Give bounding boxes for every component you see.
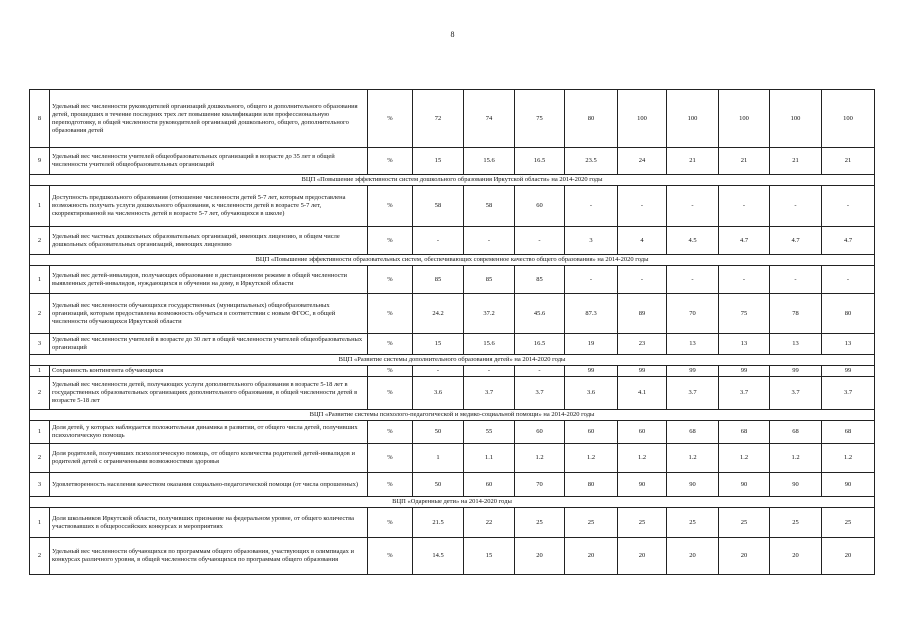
value-cell: 60 xyxy=(464,473,515,497)
value-cell: - xyxy=(464,366,515,377)
value-cell: 21 xyxy=(719,148,770,175)
indicator-description: Удовлетворенность населения качеством оказания социально-педагогической помощи (от числа опрошенных) xyxy=(50,473,368,497)
section-header-row xyxy=(30,355,875,366)
unit-cell: % xyxy=(368,473,413,497)
value-cell: 100 xyxy=(822,90,875,148)
value-cell: - xyxy=(770,266,822,294)
value-cell: 16.5 xyxy=(515,334,565,355)
row-number: 1 xyxy=(30,421,50,444)
unit-cell: % xyxy=(368,227,413,255)
unit-cell: % xyxy=(368,334,413,355)
row-number: 2 xyxy=(30,294,50,334)
value-cell: - xyxy=(719,186,770,227)
value-cell: - xyxy=(515,227,565,255)
value-cell: 50 xyxy=(413,473,464,497)
indicators-table xyxy=(29,89,875,575)
value-cell: 20 xyxy=(667,538,719,575)
value-cell: 85 xyxy=(413,266,464,294)
value-cell: 37.2 xyxy=(464,294,515,334)
value-cell: 68 xyxy=(667,421,719,444)
value-cell: 1.2 xyxy=(719,444,770,473)
value-cell: 45.6 xyxy=(515,294,565,334)
value-cell: 3.7 xyxy=(667,377,719,410)
value-cell: 4.7 xyxy=(822,227,875,255)
section-title: ВЦП «Повышение эффективности систем дошкольного образования Иркутской области» на 2014-2020 годы xyxy=(30,175,875,186)
row-number: 3 xyxy=(30,473,50,497)
indicator-description: Удельный вес численности детей, получающих услуги дополнительного образования в возрасте 5-18 лет в государственных образовательных организациях дополнительного образования, в общей численности детей в возрасте 5-18 лет xyxy=(50,377,368,410)
value-cell: 60 xyxy=(618,421,667,444)
row-number: 9 xyxy=(30,148,50,175)
value-cell: 4.1 xyxy=(618,377,667,410)
value-cell: - xyxy=(719,266,770,294)
value-cell: 20 xyxy=(618,538,667,575)
table-row xyxy=(30,90,875,148)
value-cell: 80 xyxy=(565,473,618,497)
unit-cell: % xyxy=(368,421,413,444)
value-cell: 1.2 xyxy=(822,444,875,473)
row-number: 2 xyxy=(30,227,50,255)
value-cell: 75 xyxy=(515,90,565,148)
value-cell: 58 xyxy=(464,186,515,227)
row-number: 8 xyxy=(30,90,50,148)
unit-cell: % xyxy=(368,377,413,410)
value-cell: 60 xyxy=(515,421,565,444)
value-cell: - xyxy=(667,266,719,294)
section-title: ВЦП «Повышение эффективности образовательных систем, обеспечивающих современное качество общего образования» на 2014-2020 годы xyxy=(30,255,875,266)
value-cell: 99 xyxy=(667,366,719,377)
value-cell: 70 xyxy=(515,473,565,497)
value-cell: - xyxy=(464,227,515,255)
value-cell: 21 xyxy=(770,148,822,175)
unit-cell: % xyxy=(368,186,413,227)
value-cell: 90 xyxy=(667,473,719,497)
value-cell: 25 xyxy=(565,508,618,538)
row-number: 2 xyxy=(30,377,50,410)
table-row xyxy=(30,421,875,444)
value-cell: 1.2 xyxy=(618,444,667,473)
row-number: 1 xyxy=(30,266,50,294)
value-cell: - xyxy=(618,266,667,294)
value-cell: - xyxy=(515,366,565,377)
row-number: 2 xyxy=(30,538,50,575)
value-cell: - xyxy=(667,186,719,227)
indicator-description: Удельный вес частных дошкольных образовательных организаций, имеющих лицензию, в общем числе дошкольных образовательных организаций, имеющих лицензию xyxy=(50,227,368,255)
value-cell: 90 xyxy=(770,473,822,497)
table-row xyxy=(30,266,875,294)
value-cell: - xyxy=(413,366,464,377)
value-cell: 68 xyxy=(770,421,822,444)
section-title: ВЦП «Развитие системы дополнительного образования детей» на 2014-2020 годы xyxy=(30,355,875,366)
value-cell: - xyxy=(822,186,875,227)
table-row xyxy=(30,444,875,473)
row-number: 1 xyxy=(30,366,50,377)
section-header-row xyxy=(30,410,875,421)
table-body xyxy=(30,90,875,575)
value-cell: 85 xyxy=(464,266,515,294)
value-cell: 68 xyxy=(822,421,875,444)
indicator-description: Удельный вес численности обучающихся по программам общего образования, участвующих в олимпиадах и конкурсах различного уровня, в общей численности обучающихся по программам общего образования xyxy=(50,538,368,575)
row-number: 1 xyxy=(30,186,50,227)
indicator-description: Доля детей, у которых наблюдается положительная динамика в развитии, от общего числа детей, получивших психологическую помощь xyxy=(50,421,368,444)
indicator-description: Сохранность контингента обучающихся xyxy=(50,366,368,377)
unit-cell: % xyxy=(368,508,413,538)
value-cell: 23.5 xyxy=(565,148,618,175)
value-cell: 70 xyxy=(667,294,719,334)
value-cell: 14.5 xyxy=(413,538,464,575)
value-cell: 4.7 xyxy=(770,227,822,255)
section-title: ВЦП «Развитие системы психолого-педагогической и медико-социальной помощи» на 2014-2020 годы xyxy=(30,410,875,421)
value-cell: 68 xyxy=(719,421,770,444)
value-cell: 22 xyxy=(464,508,515,538)
value-cell: 13 xyxy=(719,334,770,355)
row-number: 2 xyxy=(30,444,50,473)
unit-cell: % xyxy=(368,90,413,148)
section-header-row xyxy=(30,255,875,266)
value-cell: 25 xyxy=(822,508,875,538)
value-cell: 20 xyxy=(770,538,822,575)
value-cell: 3.7 xyxy=(515,377,565,410)
unit-cell: % xyxy=(368,148,413,175)
value-cell: 4.5 xyxy=(667,227,719,255)
value-cell: 20 xyxy=(719,538,770,575)
value-cell: 13 xyxy=(770,334,822,355)
value-cell: 90 xyxy=(618,473,667,497)
value-cell: 24 xyxy=(618,148,667,175)
value-cell: 1.2 xyxy=(565,444,618,473)
value-cell: 3.7 xyxy=(770,377,822,410)
table-row xyxy=(30,377,875,410)
table-row xyxy=(30,508,875,538)
value-cell: 99 xyxy=(618,366,667,377)
value-cell: 1.1 xyxy=(464,444,515,473)
value-cell: 85 xyxy=(515,266,565,294)
value-cell: - xyxy=(413,227,464,255)
section-title: ВЦП «Одаренные дети» на 2014-2020 годы xyxy=(30,497,875,508)
table-row xyxy=(30,186,875,227)
value-cell: 25 xyxy=(618,508,667,538)
value-cell: 4.7 xyxy=(719,227,770,255)
value-cell: 90 xyxy=(822,473,875,497)
value-cell: 75 xyxy=(719,294,770,334)
table-row xyxy=(30,227,875,255)
value-cell: 20 xyxy=(565,538,618,575)
value-cell: 25 xyxy=(719,508,770,538)
unit-cell: % xyxy=(368,444,413,473)
value-cell: 99 xyxy=(719,366,770,377)
indicator-description: Удельный вес численности руководителей организаций дошкольного, общего и дополнительного образования детей, прошедших в течение последних трех лет повышение квалификации или профессиональную переподготовку, в общей численности руководителей организаций дошкольного, общего, дополнительного образования детей xyxy=(50,90,368,148)
value-cell: - xyxy=(565,266,618,294)
indicator-description: Удельный вес численности обучающихся государственных (муниципальных) общеобразовательных организаций, которым предоставлена возможность обучаться в соответствии с новым ФГОС, в общей численности обучающихся Иркутской области xyxy=(50,294,368,334)
value-cell: 100 xyxy=(770,90,822,148)
section-header-row xyxy=(30,497,875,508)
value-cell: 100 xyxy=(618,90,667,148)
value-cell: 74 xyxy=(464,90,515,148)
value-cell: 25 xyxy=(515,508,565,538)
indicator-description: Удельный вес детей-инвалидов, получающих образование в дистанционном режиме в общей численности выявленных детей-инвалидов, нуждающихся в обучении на дому, в Иркутской области xyxy=(50,266,368,294)
value-cell: 16.5 xyxy=(515,148,565,175)
value-cell: 23 xyxy=(618,334,667,355)
value-cell: 15 xyxy=(464,538,515,575)
value-cell: 21.5 xyxy=(413,508,464,538)
indicator-description: Удельный вес численности учителей общеобразовательных организаций в возрасте до 35 лет в общей численности учителей общеобразовательных организаций xyxy=(50,148,368,175)
value-cell: 15 xyxy=(413,148,464,175)
indicator-description: Доля школьников Иркутской области, получивших признание на федеральном уровне, от общего количества участвовавших в общероссийских конкурсах и мероприятиях xyxy=(50,508,368,538)
table-row xyxy=(30,334,875,355)
value-cell: 80 xyxy=(565,90,618,148)
value-cell: 1.2 xyxy=(515,444,565,473)
value-cell: 1.2 xyxy=(667,444,719,473)
value-cell: - xyxy=(565,186,618,227)
value-cell: - xyxy=(770,186,822,227)
table-row xyxy=(30,294,875,334)
value-cell: 3.7 xyxy=(719,377,770,410)
value-cell: 3.7 xyxy=(822,377,875,410)
value-cell: 87.3 xyxy=(565,294,618,334)
unit-cell: % xyxy=(368,266,413,294)
value-cell: 21 xyxy=(822,148,875,175)
value-cell: - xyxy=(618,186,667,227)
value-cell: 21 xyxy=(667,148,719,175)
value-cell: 1.2 xyxy=(770,444,822,473)
value-cell: 13 xyxy=(822,334,875,355)
table-row xyxy=(30,538,875,575)
section-header-row xyxy=(30,175,875,186)
table-row xyxy=(30,473,875,497)
value-cell: 24.2 xyxy=(413,294,464,334)
value-cell: 3.6 xyxy=(565,377,618,410)
value-cell: 15.6 xyxy=(464,148,515,175)
value-cell: 19 xyxy=(565,334,618,355)
value-cell: 1 xyxy=(413,444,464,473)
value-cell: 50 xyxy=(413,421,464,444)
value-cell: 3.6 xyxy=(413,377,464,410)
value-cell: 13 xyxy=(667,334,719,355)
value-cell: 78 xyxy=(770,294,822,334)
value-cell: 100 xyxy=(667,90,719,148)
value-cell: 90 xyxy=(719,473,770,497)
unit-cell: % xyxy=(368,366,413,377)
table-row xyxy=(30,366,875,377)
value-cell: 55 xyxy=(464,421,515,444)
value-cell: - xyxy=(822,266,875,294)
value-cell: 80 xyxy=(822,294,875,334)
value-cell: 3.7 xyxy=(464,377,515,410)
value-cell: 100 xyxy=(719,90,770,148)
value-cell: 25 xyxy=(770,508,822,538)
value-cell: 99 xyxy=(822,366,875,377)
value-cell: 25 xyxy=(667,508,719,538)
value-cell: 72 xyxy=(413,90,464,148)
value-cell: 89 xyxy=(618,294,667,334)
value-cell: 60 xyxy=(515,186,565,227)
page-number: 8 xyxy=(450,30,455,39)
table-row xyxy=(30,148,875,175)
indicator-description: Доступность предшкольного образования (отношение численности детей 5-7 лет, которым предоставлена возможность получать услуги дошкольного образования, к численности детей в возрасте 5-7 лет, скорректированной на численность детей в возрасте 5-7 лет, обучающихся в школе) xyxy=(50,186,368,227)
value-cell: 60 xyxy=(565,421,618,444)
value-cell: 15.6 xyxy=(464,334,515,355)
value-cell: 20 xyxy=(515,538,565,575)
unit-cell: % xyxy=(368,538,413,575)
indicator-description: Удельный вес численности учителей в возрасте до 30 лет в общей численности учителей общеобразовательных организаций xyxy=(50,334,368,355)
value-cell: 15 xyxy=(413,334,464,355)
value-cell: 99 xyxy=(770,366,822,377)
value-cell: 4 xyxy=(618,227,667,255)
value-cell: 99 xyxy=(565,366,618,377)
row-number: 3 xyxy=(30,334,50,355)
value-cell: 20 xyxy=(822,538,875,575)
unit-cell: % xyxy=(368,294,413,334)
row-number: 1 xyxy=(30,508,50,538)
value-cell: 3 xyxy=(565,227,618,255)
indicator-description: Доля родителей, получивших психологическую помощь, от общего количества родителей детей-инвалидов и родителей детей с ограниченными возможностями здоровья xyxy=(50,444,368,473)
value-cell: 58 xyxy=(413,186,464,227)
